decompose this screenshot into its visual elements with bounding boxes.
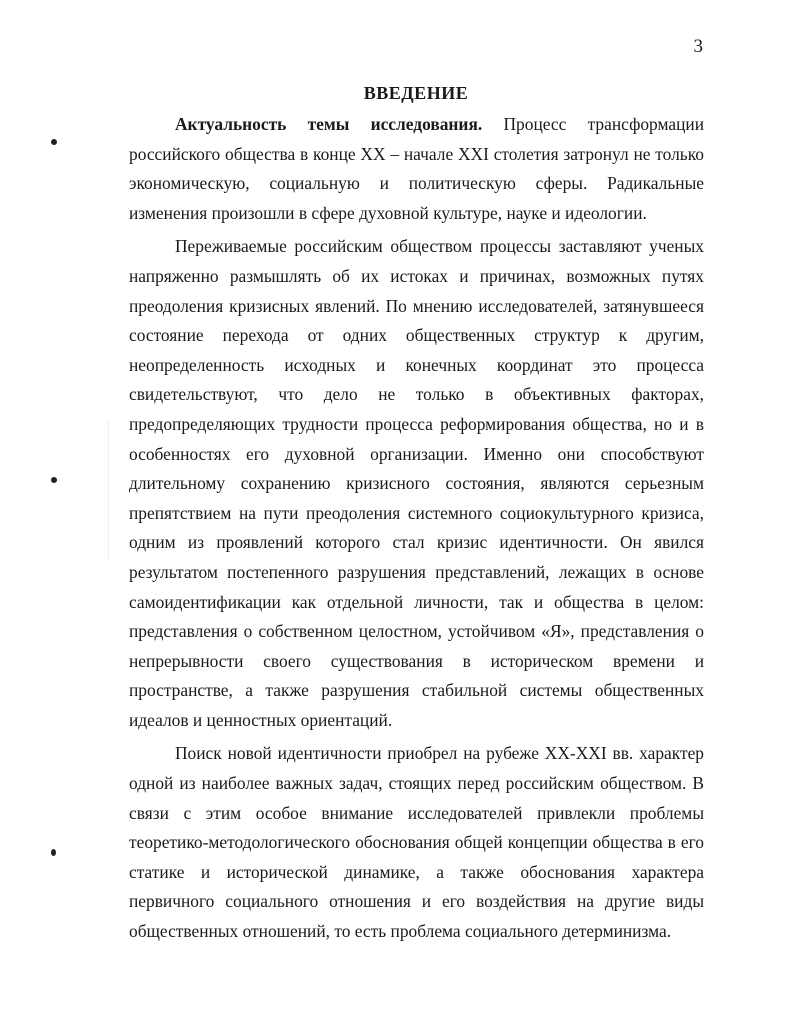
margin-dot-mark bbox=[51, 849, 56, 856]
margin-dot-mark bbox=[51, 477, 57, 483]
page-number: 3 bbox=[693, 36, 703, 57]
scan-artifact-line bbox=[108, 420, 109, 560]
paragraph-lead: Актуальность темы исследования. bbox=[175, 114, 483, 134]
paragraph-3: Поиск новой идентичности приобрел на рубеже XX-XXI вв. характер одной из наиболее важных задач, стоящих перед российским обществом. В связи с этим особое внимание исследователей привлекли проблемы теоретико-методологического обоснования общей концепции общества в его статике и исторической динамике, а также обоснования характера первичного социального отношения и его воздействия на другие виды общественных отношений, то есть проблема социального детерминизма. bbox=[129, 743, 704, 942]
paragraph-text: Процесс трансформации российского общества в конце XX – начале XXI столетия затронул не только экономическую, социальную и политическую сферы. Радикальные изменения произошли в сфере духовной культуре, науке и идеологии. bbox=[129, 114, 704, 223]
body-text bbox=[129, 110, 704, 947]
paragraph-1 bbox=[129, 110, 704, 228]
paragraph-2: Переживаемые российским обществом процессы заставляют ученых напряженно размышлять об их истоках и причинах, возможных путях преодоления кризисных явлений. По мнению исследователей, затянувшееся состояние перехода от одних общественных структур к другим, неопределенность исходных и конечных координат это процесса свидетельствуют, что дело не только в объективных факторах, предопределяющих трудности процесса реформирования общества, но и в особенностях его духовной организации. Именно они способствуют длительному сохранению кризисного состояния, являются серьезным препятствием на пути преодоления системного социокультурного кризиса, одним из проявлений которого стал кризис идентичности. Он явился результатом постепенного разрушения представлений, лежащих в основе самоидентификации как отдельной личности, так и общества в целом: представления о собственном целостном, устойчивом «Я», представления о непрерывности своего существования в историческом времени и пространстве, а также разрушения стабильной системы общественных идеалов и ценностных ориентаций. bbox=[129, 236, 704, 730]
section-title: ВВЕДЕНИЕ bbox=[363, 83, 469, 103]
margin-dot-mark bbox=[51, 139, 57, 145]
